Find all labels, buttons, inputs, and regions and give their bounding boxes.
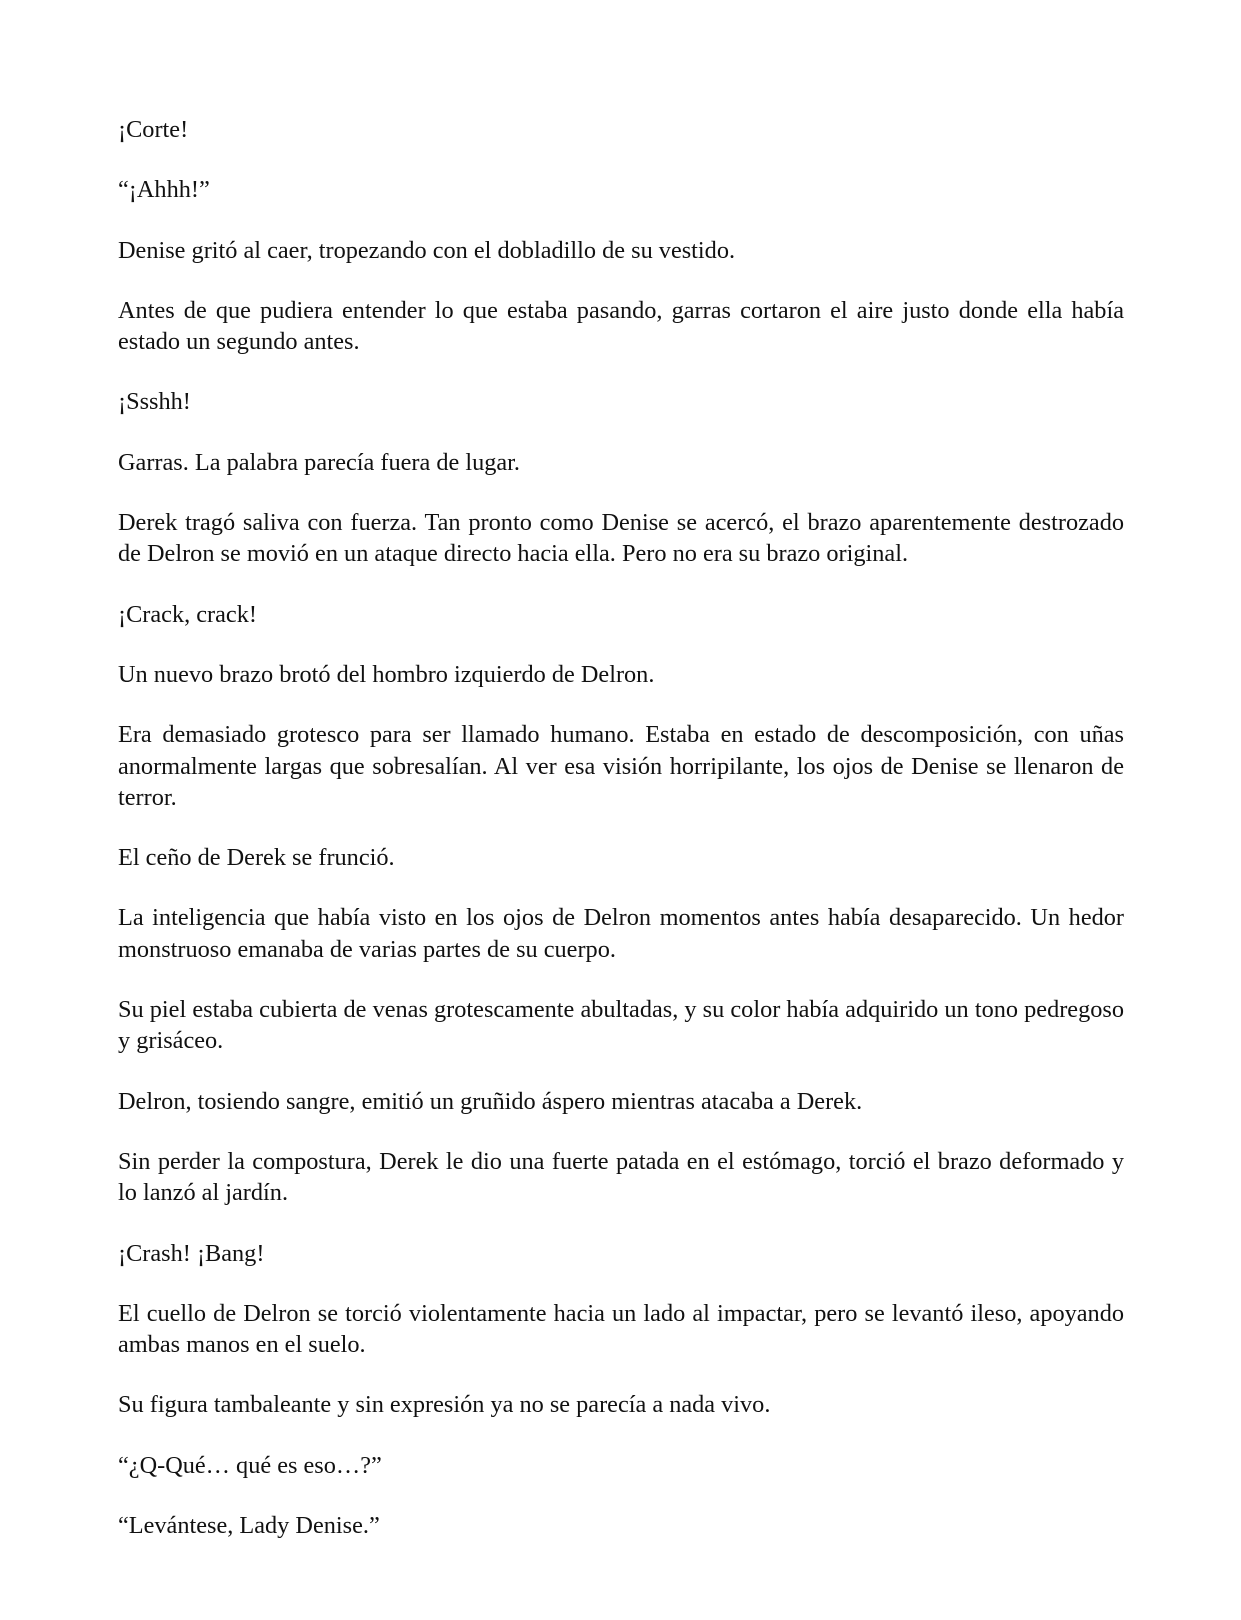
paragraph: El ceño de Derek se frunció. [118, 844, 395, 872]
paragraph: Un nuevo brazo brotó del hombro izquierdo de Delron. [118, 660, 655, 688]
paragraph: ¡Crack, crack! [118, 600, 257, 628]
paragraph: “¡Ahhh!” [118, 176, 210, 204]
paragraph: Su piel estaba cubierta de venas grotescamente abultadas, y su color había adquirido un tono pedregoso y grisáceo. [118, 996, 1124, 1055]
paragraph: Derek tragó saliva con fuerza. Tan pronto como Denise se acercó, el brazo aparentemente destrozado de Delron se movió en un ataque directo hacia ella. Pero no era su brazo original. [118, 509, 1124, 568]
paragraph: Era demasiado grotesco para ser llamado humano. Estaba en estado de descomposición, con uñas anormalmente largas que sobresalían. Al ver esa visión horripilante, los ojos de Denise se llenaron de terror. [118, 721, 1124, 811]
paragraph: Sin perder la compostura, Derek le dio una fuerte patada en el estómago, torció el brazo deformado y lo lanzó al jardín. [118, 1147, 1124, 1207]
paragraph: ¡Corte! [118, 116, 189, 143]
paragraph: “Levántese, Lady Denise.” [118, 1512, 380, 1540]
paragraph: El cuello de Delron se torció violentamente hacia un lado al impactar, pero se levantó ileso, apoyando ambas manos en el suelo. [118, 1299, 1124, 1359]
paragraph: “¿Q-Qué… qué es eso…?” [118, 1451, 382, 1479]
paragraph: Garras. La palabra parecía fuera de lugar. [118, 448, 521, 476]
paragraph: La inteligencia que había visto en los ojos de Delron momentos antes había desaparecido. Un hedor monstruoso emanaba de varias partes de su cuerpo. [118, 904, 1124, 963]
document-page [118, 114, 1124, 1570]
paragraph: ¡Ssshh! [118, 388, 191, 416]
paragraph: Delron, tosiendo sangre, emitió un gruñido áspero mientras atacaba a Derek. [118, 1087, 863, 1115]
paragraph: ¡Crash! ¡Bang! [118, 1239, 265, 1267]
paragraph: Denise gritó al caer, tropezando con el dobladillo de su vestido. [118, 236, 736, 264]
paragraph: Antes de que pudiera entender lo que estaba pasando, garras cortaron el aire justo donde ella había estado un segundo antes. [118, 296, 1124, 356]
paragraph: Su figura tambaleante y sin expresión ya no se parecía a nada vivo. [118, 1391, 771, 1419]
